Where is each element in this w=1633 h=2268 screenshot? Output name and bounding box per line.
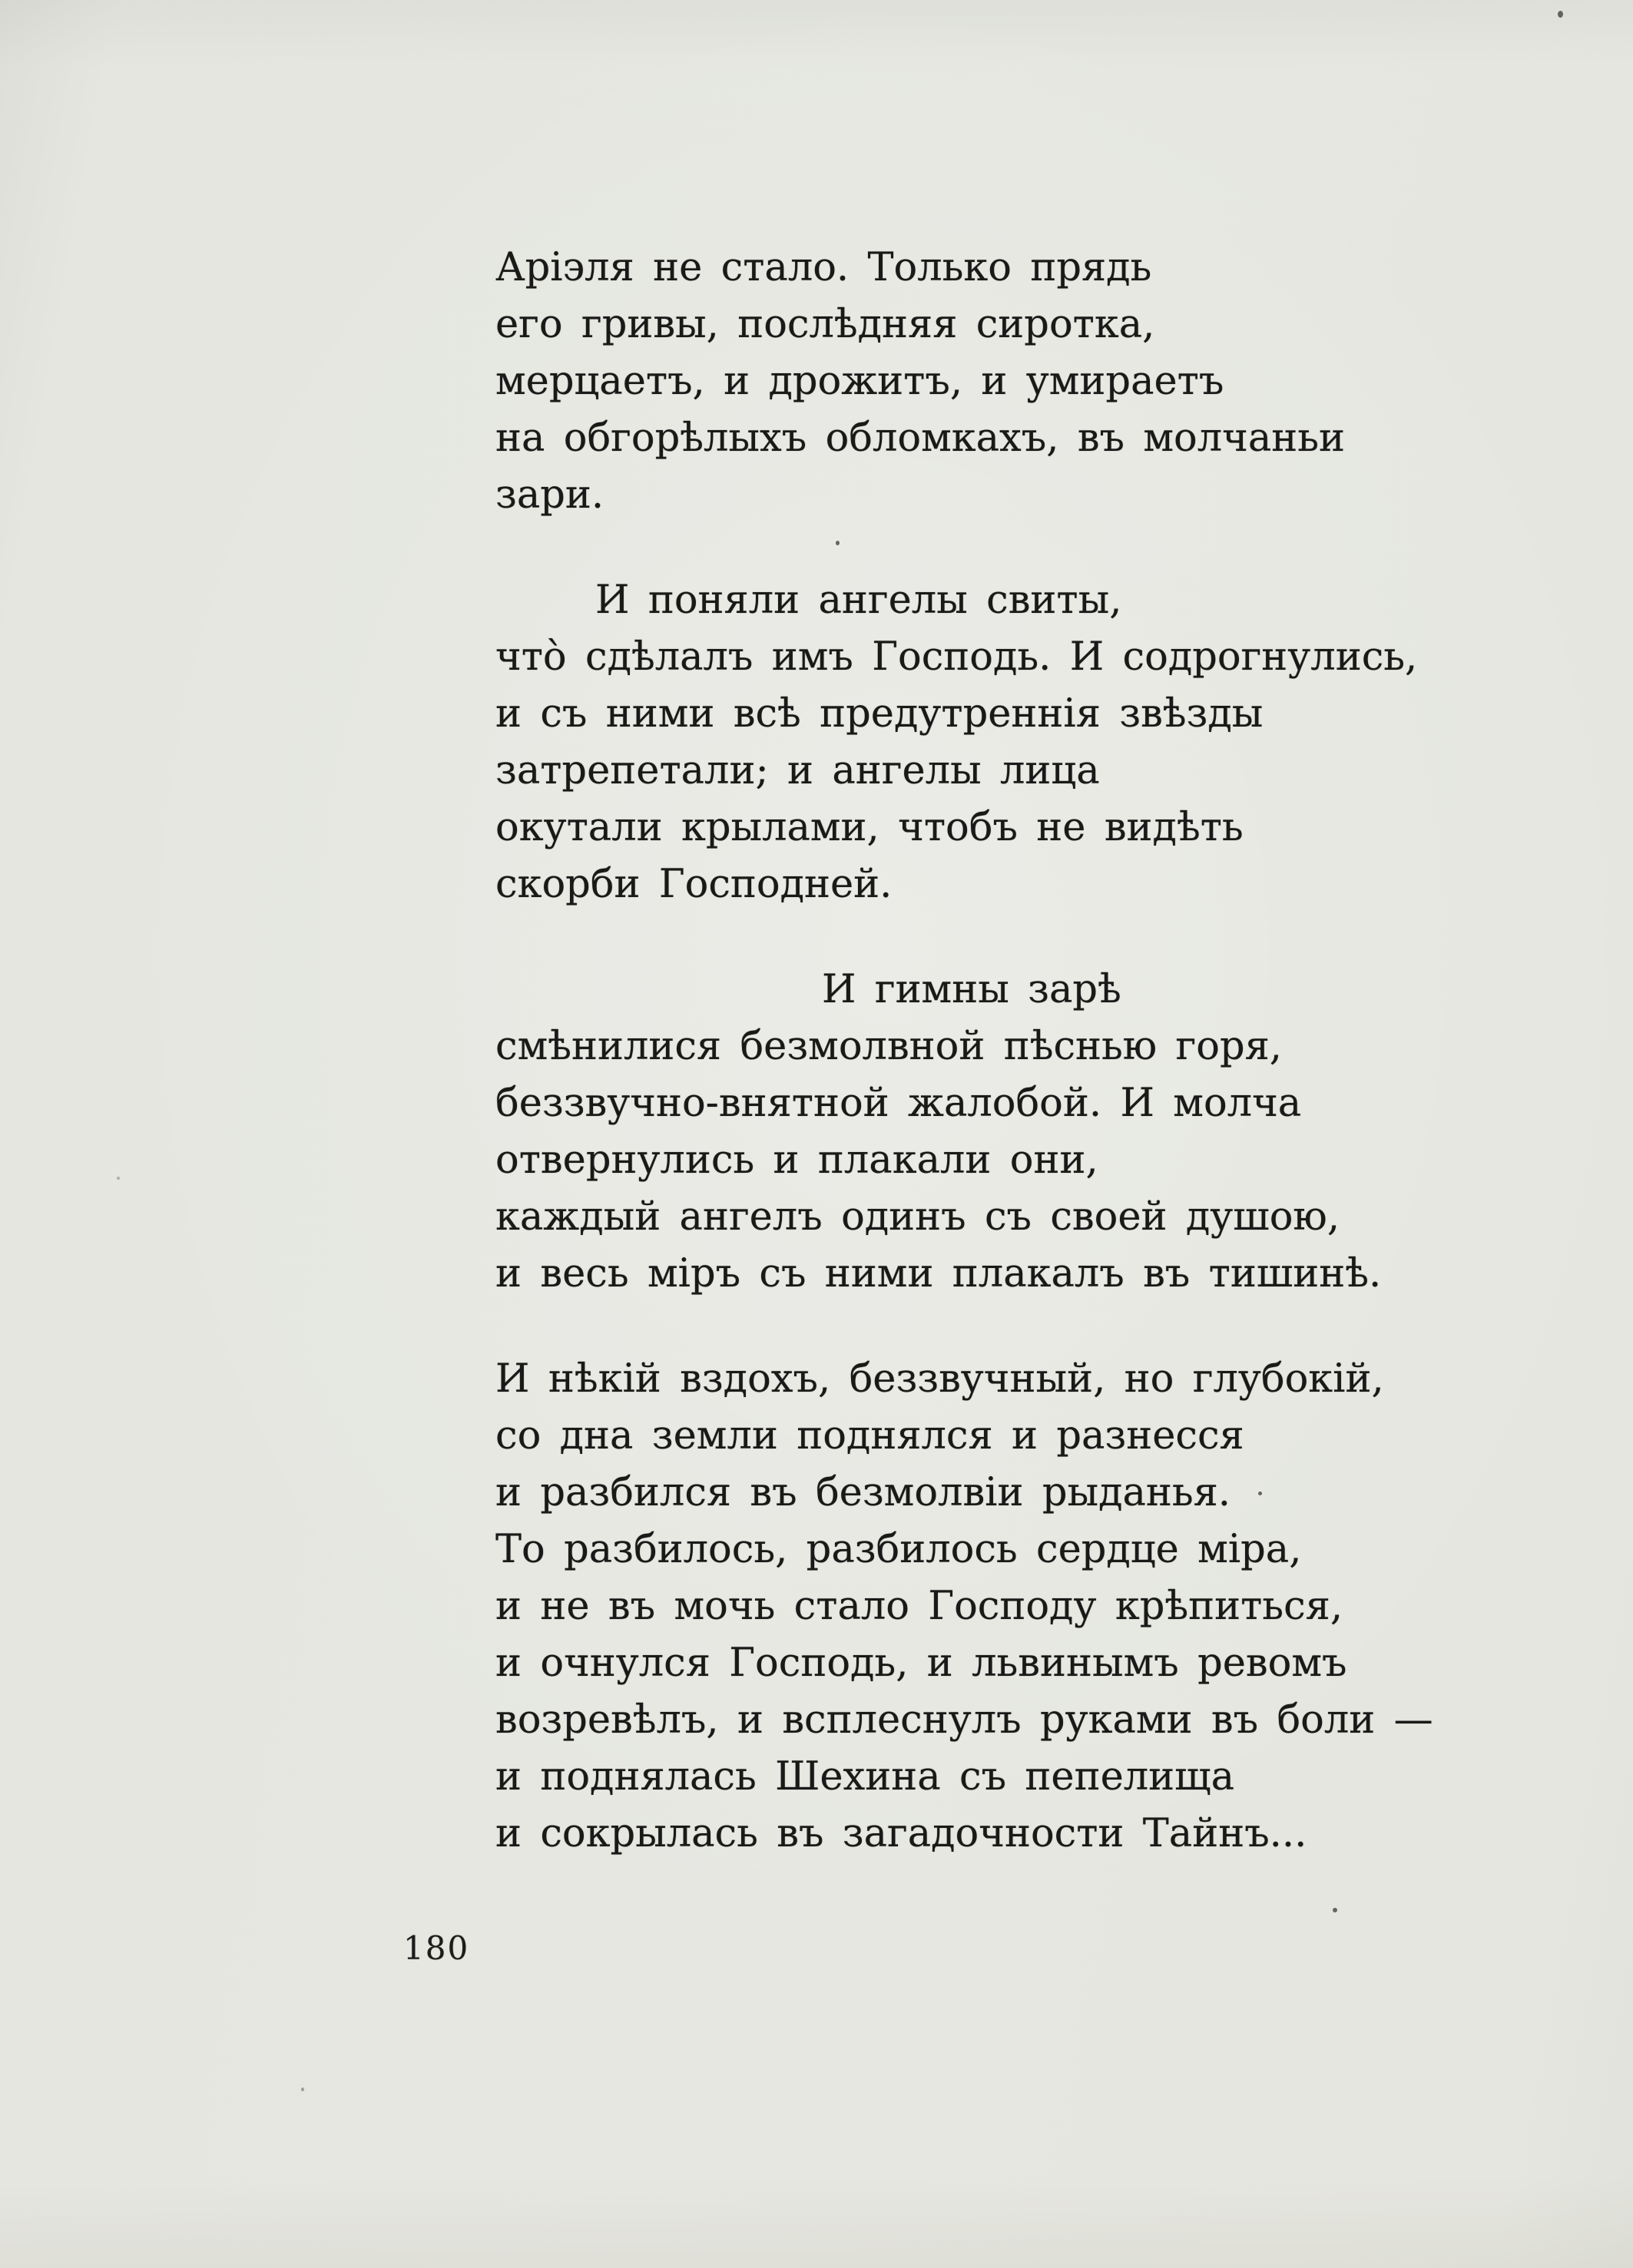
poem-line: что̀ сдѣлалъ имъ Господь. И содрогнулись, (495, 634, 1418, 680)
paper-speck (301, 2088, 304, 2091)
poem-stanza (495, 240, 1463, 524)
poem-line: возревѣлъ, и всплеснулъ руками въ боли — (495, 1697, 1433, 1743)
poem-line: на обгорѣлыхъ обломкахъ, въ молчаньи (495, 416, 1346, 461)
poem-stanza (495, 1351, 1463, 1862)
poem-line: со дна земли поднялся и разнесся (495, 1413, 1244, 1458)
poem-line: каждый ангелъ одинъ съ своей душою, (495, 1194, 1340, 1240)
poem-stanza (495, 962, 1463, 1303)
poem-line: затрепетали; и ангелы лица (495, 748, 1100, 793)
paper-speck (1258, 1492, 1262, 1495)
poem-text (495, 240, 1463, 1862)
poem-line: его гривы, послѣдняя сиротка, (495, 302, 1155, 347)
poem-line: скорби Господней. (495, 862, 893, 907)
poem-line: и сокрылась въ загадочности Тайнъ... (495, 1811, 1307, 1856)
paper-speck (1333, 1908, 1337, 1912)
poem-line: зари. (495, 472, 605, 518)
page-number: 180 (403, 1929, 470, 1967)
poem-line: И нѣкій вздохъ, беззвучный, но глубокій, (495, 1356, 1384, 1402)
poem-line: окутали крылами, чтобъ не видѣть (495, 805, 1244, 850)
poem-line: беззвучно-внятной жалобой. И молча (495, 1081, 1302, 1126)
poem-line: и не въ мочь стало Господу крѣпиться, (495, 1584, 1343, 1629)
poem-line: И поняли ангелы свиты, (595, 578, 1122, 623)
poem-line: отвернулись и плакали они, (495, 1137, 1098, 1183)
poem-line: и очнулся Господь, и львинымъ ревомъ (495, 1641, 1347, 1686)
poem-line: То разбилось, разбилось сердце міра, (495, 1527, 1302, 1572)
poem-line: мерцаетъ, и дрожитъ, и умираетъ (495, 359, 1224, 404)
poem-line: и съ ними всѣ предутреннія звѣзды (495, 691, 1264, 737)
paper-speck (836, 541, 840, 545)
poem-line: Аріэля не стало. Только прядь (495, 245, 1152, 290)
poem-line: и весь міръ съ ними плакалъ въ тишинѣ. (495, 1251, 1382, 1296)
poem-line: и разбился въ безмолвіи рыданья. (495, 1470, 1231, 1515)
poem-line: И гимны зарѣ (822, 967, 1121, 1012)
poem-stanza (495, 572, 1463, 913)
poem-line: и поднялась Шехина съ пепелища (495, 1754, 1234, 1800)
paper-speck (117, 1177, 120, 1180)
paper-speck (1558, 11, 1563, 18)
poem-line: смѣнилися безмолвной пѣснью горя, (495, 1024, 1283, 1069)
